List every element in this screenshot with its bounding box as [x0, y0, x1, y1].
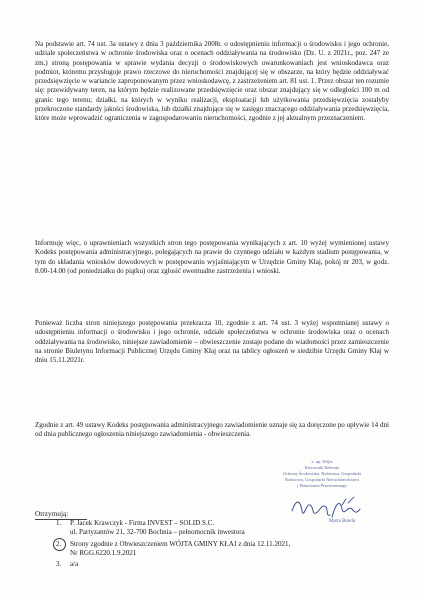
recipient-item [56, 560, 356, 569]
stamp-line: z. up. Wójta [311, 459, 333, 464]
recipient-number: 2. [56, 539, 62, 548]
signatory-name: Marta Bonda [328, 519, 356, 524]
recipient-line: Nr RGG.6220.1.9.2021 [70, 548, 137, 557]
paragraph-delivery: Zgodnie z art. 49 ustawy Kodeks postępowania administracyjnego zawiadomienie uznaje się za doręczone po upływie 14 dni od dnia publicznego ogłoszenia niniejszego zawiadomienia - obwieszczenia. [35, 421, 389, 439]
paragraph-legal-basis: Na podstawie art. 74 ust. 3a ustawy z dnia 3 października 2008r. o udostępnieniu informacji o środowisku i jego ochronie, udziale społeczeństwa w ochronie środowiska oraz o ocenach oddziaływania na środowisko (Dz. U. z 2021r., poz. 247 ze zm.) stroną postępowania w sprawie wydania decyzji o środowiskowych uwarunkowaniach jest wnioskodawca oraz podmiot, któremu przysługuje prawo rzeczowe do nieruchomości znajdującej się w obszarze, na który będzie oddziaływać przedsięwzięcie w wariancie zaproponowanym przez wnioskodawcę, z zastrzeżeniem art. 81 ust. 1. Przez obszar ten rozumie się: przewidywany teren, na którym będzie realizowane przedsięwzięcie oraz obszar znajdujący się w odległości 100 m od granic tego terenu; działki, na których w wyniku realizacji, eksploatacji lub użytkowania przedsięwzięcia zostałyby przekroczone standardy jakości środowiska, lub działki znajdujące się w zasięgu znaczącego oddziaływania przedsięwzięcia, które może wprowadzić ograniczenia w zagospodarowaniu nieruchomości, zgodnie z jej aktualnym przeznaczeniem. [35, 40, 389, 123]
stamp-line: Ochrony Środowiska, Rolnictwa, Gospodarki [282, 471, 362, 476]
recipient-line: a/a [70, 560, 79, 569]
paragraph-party-rights: Informuję więc, o uprawnieniach wszystkich stron tego postępowania wynikających z art. 10 wyżej wymienionej ustawy Kodeks postępowania administracyjnego, polegających na prawie do czynnego udziału w każdym stadium postępowania, w tym do składania wniosków dowodowych w postępowaniu wyjaśniającym w Urzędzie Gminy Kłaj, pokój nr 203, w godz. 8.00-14.00 (od poniedziałku do piątku) oraz zgłosić ewentualne zastrzeżenia i wnioski. [35, 239, 389, 275]
recipient-line: Strony zgodnie z Obwieszczeniem WÓJTA GMINY KŁAJ z dnia 12.11.2021, [70, 539, 291, 548]
recipient-item [56, 540, 356, 559]
recipients-heading: Otrzymują: [35, 509, 69, 518]
recipient-line: P. Jacek Krawczyk - Firma INVEST – SOLID S.C. [70, 519, 215, 527]
stamp-line: Rolnictwa, Gospodarki Nieruchomościami [285, 477, 359, 482]
recipient-item [56, 519, 356, 538]
recipients-list [56, 519, 356, 569]
recipient-number: 3. [56, 560, 62, 569]
handwritten-circle-mark [53, 538, 66, 551]
recipient-line: ul. Partyzantów 21, 32-700 Bochnia – pełnomocnik inwestora [70, 528, 245, 537]
stamp-line: i Planowania Przestrzennego [297, 483, 347, 488]
recipient-number: 1. [56, 519, 62, 527]
paragraph-public-notice: Ponieważ liczba stron niniejszego postępowania przekracza 10, zgodnie z art. 74 ust. 3 wyżej wspomnianej ustawy o udostępnieniu informacji o środowisku i jego ochronie, udziale społeczeństwa w ochronie środowiska oraz o ocenach oddziaływania na środowisko, niniejsze zawiadomienie – obwieszczenie zostaje podane do wiadomości przez zamieszczenie na stronie Biuletynu Informacji Publicznej Urzędu Gminy Kłaj oraz na tablicy ogłoszeń w siedzibie Urzędu Gminy Kłaj w dniu 15.11.2021r. [35, 319, 389, 365]
stamp-line: Kierownik Referatu [304, 465, 340, 470]
